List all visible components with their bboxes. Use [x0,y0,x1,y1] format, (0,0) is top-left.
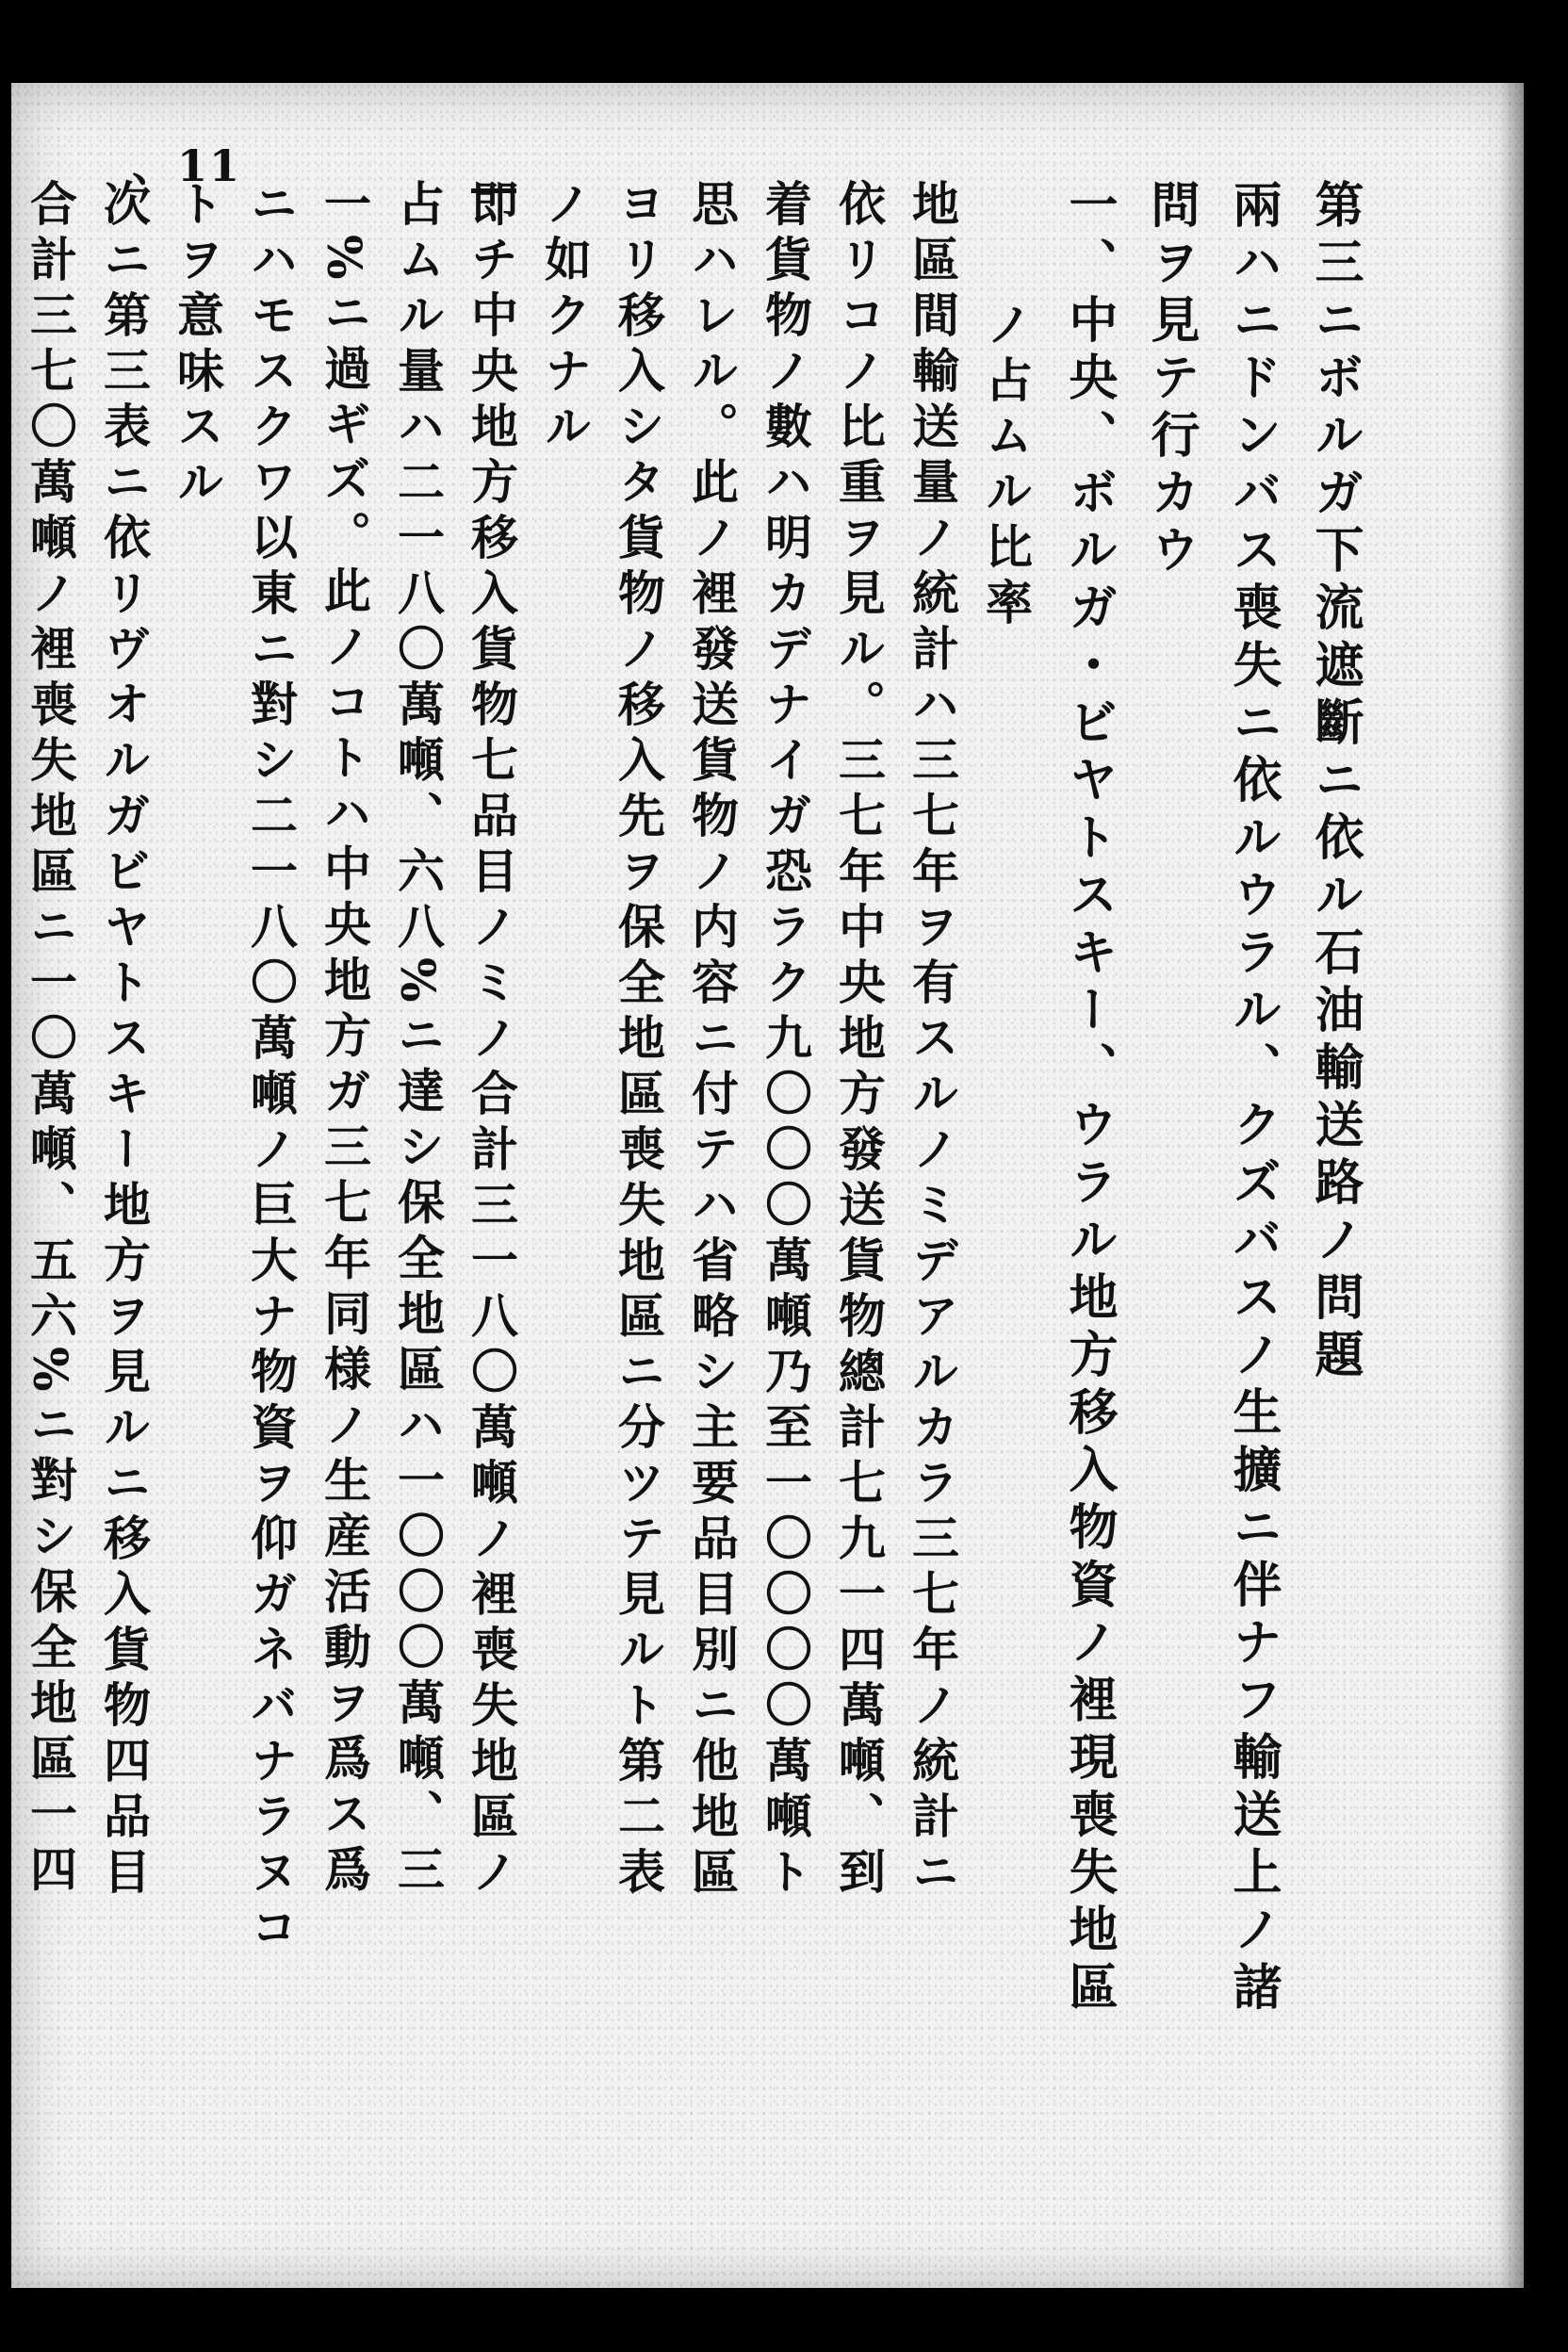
body-line-13: 次ニ第三表ニ依リヴオルガビヤトスキー地方ヲ見ルニ移入貨物四品目 [96,179,152,1903]
body-line-6: ヨリ移入シタ貨物ノ移入先ヲ保全地區喪失地區ニ分ツテ見ルト第二表 [611,179,666,1903]
body-line-9: 占ムル量ハ二一八〇萬噸、六八%ニ達シ保全地區ハ一〇〇〇萬噸、三 [390,179,446,1901]
page-edge-shadow [1500,83,1528,2288]
section-heading: 一、中央、ボルガ・ビヤトスキー、ウラル地方移入物資ノ裡現喪失地區 [1060,179,1118,2018]
body-line-10: 一%ニ過ギズ。此ノコトハ中央地方ガ三七年同様ノ生産活動ヲ爲ス爲 [317,179,372,1901]
body-line-2: 地區間輸送量ノ統計ハ三七年ヲ有スルノミデアルカラ三七年ノ統計ニ [905,179,960,1903]
body-line-5: 思ハレル。此ノ裡發送貨物ノ内容ニ付テハ省略シ主要品目別ニ他地區 [684,179,740,1903]
title-line-2: 兩ハニドンバス喪失ニ依ルウラル、クズバスノ生擴ニ伴ナフ輸送上ノ諸 [1224,179,1282,2018]
title-line-3: 問ヲ見テ行カウ [1142,179,1200,581]
title-line-1: 第三ニボルガ下流遮斷ニ依ル石油輸送路ノ問題 [1306,179,1364,1386]
body-line-3: 依リコノ比重ヲ見ル。三七年中央地方發送貨物總計七九一四萬噸、到 [831,179,887,1903]
body-line-8: 即チ中央地方移入貨物七品目ノミノ合計三一八〇萬噸ノ裡喪失地區ノ [464,179,519,1903]
page-number-mark: 、 [132,140,177,191]
body-line-1: ノ占ムル比率 [978,300,1034,633]
body-line-12: トヲ意味スル [170,179,225,513]
body-line-7: ノ如クナル [537,179,593,457]
page-number-value: 11 [177,140,242,191]
body-line-4: 着貨物ノ數ハ明カデナイガ恐ラク九〇〇〇萬噸乃至一〇〇〇〇萬噸ト [758,179,813,1903]
body-line-11: ニハモスクワ以東ニ對シ二一八〇萬噸ノ巨大ナ物資ヲ仰ガネバナラヌコ [243,179,299,1958]
body-line-14: 合計三七〇萬噸ノ裡喪失地區ニ一〇萬噸、五六%ニ對シ保全地區一四 [23,179,78,1901]
